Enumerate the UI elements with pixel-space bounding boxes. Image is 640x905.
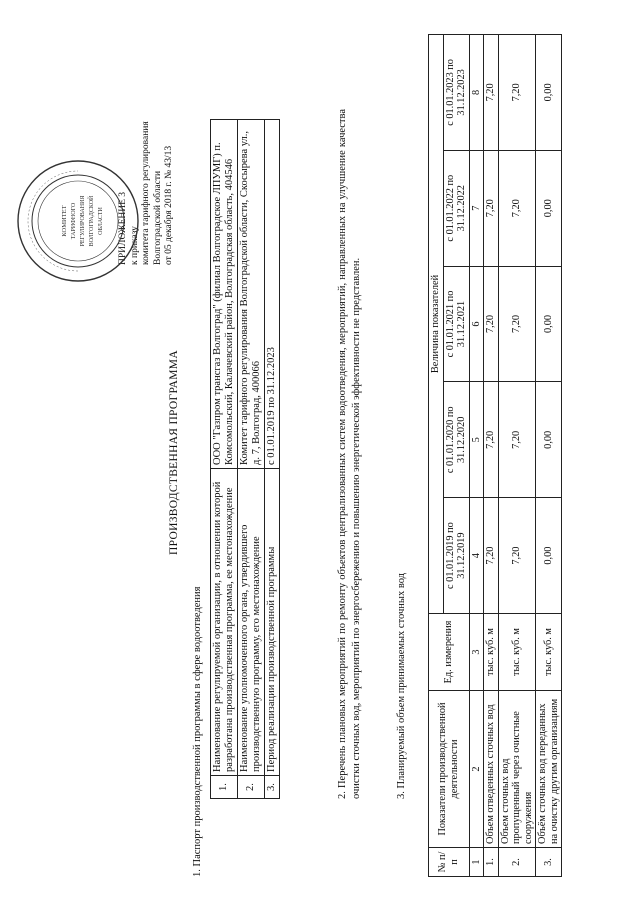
appendix-line: Волгоградской области xyxy=(152,170,163,265)
row-indicator: Объём сточных вод переданных на очистку другим организациям xyxy=(536,691,562,848)
row-value: 0,00 xyxy=(536,266,562,382)
row-value: 7,20 xyxy=(498,382,536,498)
row-label: Период реализации производственной программы xyxy=(265,469,280,776)
row-number: 1. xyxy=(484,848,499,877)
header-unit: Ед. измерения xyxy=(429,614,470,691)
section-2-text: 2. Перечень плановых мероприятий по ремонту объектов централизованных систем водоотведения, мероприятий, направленных на улучшение качества очистки сточных вод, мероприятий по энергосбережению и повышению энергетической эффективности не представлен. xyxy=(337,109,362,799)
table-row xyxy=(484,35,499,877)
header-period: с 01.01.2022 по 31.12.2022 xyxy=(443,150,469,266)
row-number: 3. xyxy=(265,776,280,799)
header-period: с 01.01.2021 по 31.12.2021 xyxy=(443,266,469,382)
row-value: 7,20 xyxy=(498,498,536,614)
row-unit: тыс. куб. м xyxy=(484,614,499,691)
table-row xyxy=(536,35,562,877)
row-value: 0,00 xyxy=(536,498,562,614)
appendix-label: ПРИЛОЖЕНИЕ 3 xyxy=(118,191,128,265)
column-number: 6 xyxy=(469,266,484,382)
row-label: Наименование регулируемой организации, в отношении которой разработана производственная программа, ее местонахождение xyxy=(211,469,238,776)
header-period: с 01.01.2023 по 31.12.2023 xyxy=(443,35,469,151)
row-value: 7,20 xyxy=(498,35,536,151)
column-number: 8 xyxy=(469,35,484,151)
document-title: ПРОИЗВОДСТВЕННАЯ ПРОГРАММА xyxy=(168,350,180,555)
svg-text:РЕГУЛИРОВАНИЯ: РЕГУЛИРОВАНИЯ xyxy=(80,195,86,247)
volume-table xyxy=(428,34,562,877)
table-header-row xyxy=(429,35,444,877)
column-number: 3 xyxy=(469,614,484,691)
appendix-line: к приказу xyxy=(129,226,140,265)
table-row xyxy=(211,120,238,799)
row-unit: тыс. куб. м xyxy=(536,614,562,691)
column-number: 2 xyxy=(469,691,484,848)
header-indicator: Показатели производственной деятельности xyxy=(429,691,470,848)
row-number: 2. xyxy=(238,776,265,799)
appendix-line: комитета тарифного регулирования xyxy=(141,121,151,265)
appendix-line: от 05 декабря 2018 г. № 43/13 xyxy=(164,145,174,265)
section-3-heading: 3. Планируемый объем принимаемых сточных вод xyxy=(396,572,407,799)
header-number: № п/п xyxy=(429,848,470,877)
official-seal-icon xyxy=(14,157,142,285)
table-row xyxy=(238,120,265,799)
row-number: 2. xyxy=(498,848,536,877)
row-number: 1. xyxy=(211,776,238,799)
row-value: ООО "Газпром трансгаз Волгоград" (филиал Волгоградское ЛПУМГ) п. Комсомольский, Калачевский район, Волгоградская область, 404546 xyxy=(211,120,238,469)
row-value: с 01.01.2019 по 31.12.2023 xyxy=(265,120,280,469)
header-period: с 01.01.2019 по 31.12.2019 xyxy=(443,498,469,614)
row-label: Наименование уполномоченного органа, утвердившего производственную программу, его местонахождение xyxy=(238,469,265,776)
column-number-row xyxy=(469,35,484,877)
row-number: 3. xyxy=(536,848,562,877)
row-indicator: Объем сточных вод пропущенный через очистные сооружения xyxy=(498,691,536,848)
row-value: 7,20 xyxy=(484,498,499,614)
table-row xyxy=(498,35,536,877)
row-value: 7,20 xyxy=(498,266,536,382)
column-number: 4 xyxy=(469,498,484,614)
column-number: 7 xyxy=(469,150,484,266)
row-value: Комитет тарифного регулирования Волгоградской области, Скосырева ул., д. 7, Волгоград, 400066 xyxy=(238,120,265,469)
section-1-heading: 1. Паспорт производственной программы в сфере водоотведения xyxy=(192,586,203,877)
row-value: 0,00 xyxy=(536,382,562,498)
row-indicator: Объем отведенных сточных вод xyxy=(484,691,499,848)
row-unit: тыс. куб. м xyxy=(498,614,536,691)
row-value: 7,20 xyxy=(484,150,499,266)
row-value: 7,20 xyxy=(484,35,499,151)
row-value: 0,00 xyxy=(536,150,562,266)
svg-text:ВОЛГОГРАДСКОЙ: ВОЛГОГРАДСКОЙ xyxy=(89,195,95,247)
row-value: 7,20 xyxy=(498,150,536,266)
header-period: с 01.01.2020 по 31.12.2020 xyxy=(443,382,469,498)
svg-text:ОБЛАСТИ: ОБЛАСТИ xyxy=(98,207,104,235)
column-number: 5 xyxy=(469,382,484,498)
table-row xyxy=(265,120,280,799)
passport-table xyxy=(210,119,280,799)
row-value: 7,20 xyxy=(484,382,499,498)
header-values-group: Величина показателей xyxy=(429,35,444,614)
svg-text:ТАРИФНОГО: ТАРИФНОГО xyxy=(71,202,77,240)
svg-text:КОМИТЕТ: КОМИТЕТ xyxy=(61,205,68,237)
column-number: 1 xyxy=(469,848,484,877)
row-value: 0,00 xyxy=(536,35,562,151)
row-value: 7,20 xyxy=(484,266,499,382)
